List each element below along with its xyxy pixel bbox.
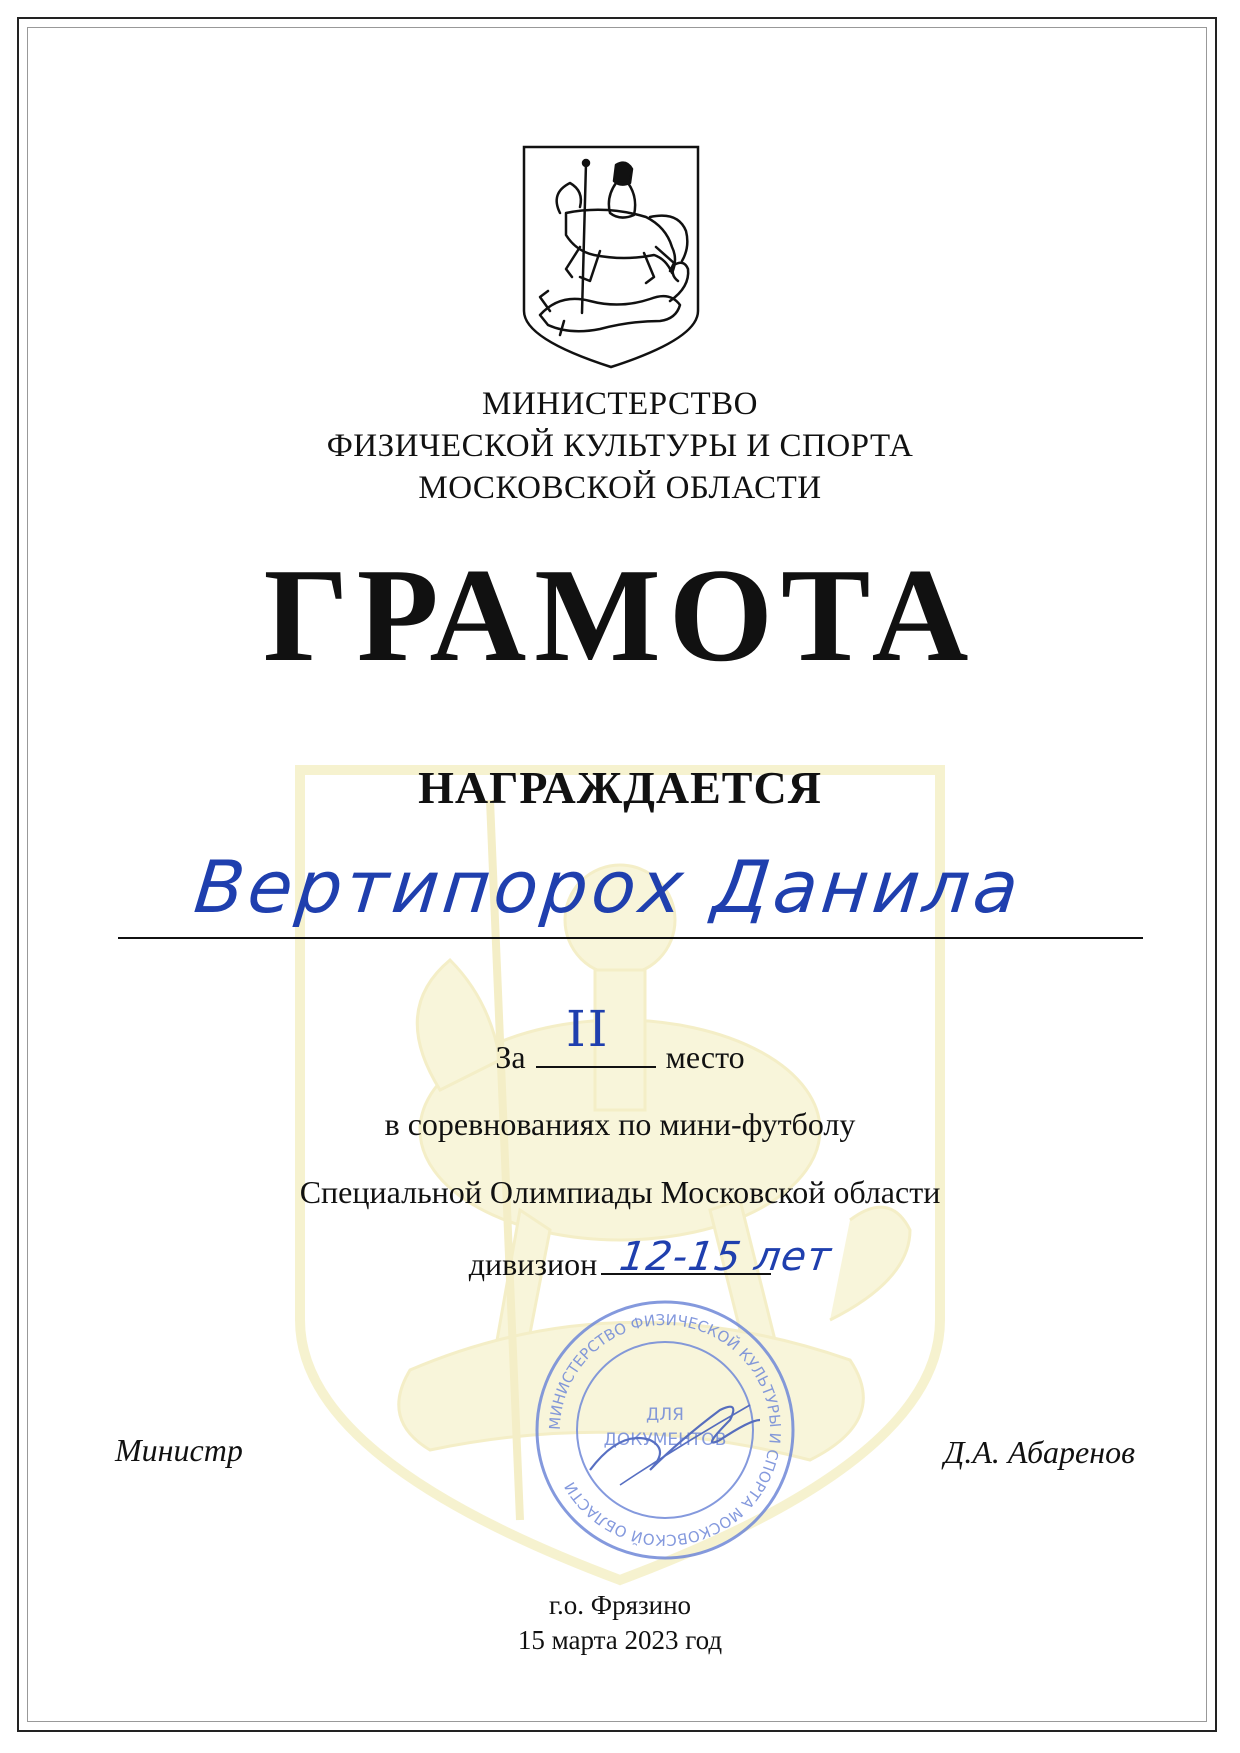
awarded-label: НАГРАЖДАЕТСЯ bbox=[418, 762, 822, 813]
place-value: II bbox=[566, 1000, 610, 1058]
competition-line-2: Специальной Олимпиады Московской области bbox=[299, 1174, 941, 1210]
recipient-name-line bbox=[118, 937, 1143, 939]
ministry-line-2: ФИЗИЧЕСКОЙ КУЛЬТУРЫ И СПОРТА bbox=[326, 428, 914, 464]
issue-date: 15 марта 2023 год bbox=[517, 1625, 723, 1655]
ministry-line-3: МОСКОВСКОЙ ОБЛАСТИ bbox=[418, 470, 822, 506]
place-suffix: место bbox=[665, 1039, 745, 1075]
competition-line-1: в соревнованиях по мини-футболу bbox=[384, 1106, 856, 1142]
place-of-issue: г.о. Фрязино bbox=[548, 1590, 692, 1620]
stamp-inner-text-1: ДЛЯ bbox=[646, 1405, 684, 1425]
official-round-stamp bbox=[530, 1295, 800, 1565]
division-value: 12-15 лет bbox=[616, 1234, 835, 1280]
stamp-outer-text: МИНИСТЕРСТВО ФИЗИЧЕСКОЙ КУЛЬТУРЫ И СПОРТА МОСКОВСКОЙ ОБЛАСТИ bbox=[545, 1310, 785, 1550]
signer-position: Министр bbox=[115, 1432, 243, 1468]
ministry-name bbox=[0, 383, 1240, 509]
division-label: дивизион bbox=[468, 1246, 598, 1282]
ministry-line-1: МИНИСТЕРСТВО bbox=[482, 386, 758, 422]
signer-name: Д.А. Абаренов bbox=[943, 1434, 1135, 1470]
recipient-name: Вертипорох Данила bbox=[190, 845, 1027, 929]
moscow-region-coat-of-arms-icon bbox=[520, 143, 702, 371]
place-line bbox=[0, 1036, 1240, 1077]
certificate-title: ГРАМОТА bbox=[263, 541, 977, 689]
place-prefix: За bbox=[495, 1039, 526, 1075]
stamp-inner-text-2: ДОКУМЕНТОВ bbox=[603, 1430, 727, 1450]
